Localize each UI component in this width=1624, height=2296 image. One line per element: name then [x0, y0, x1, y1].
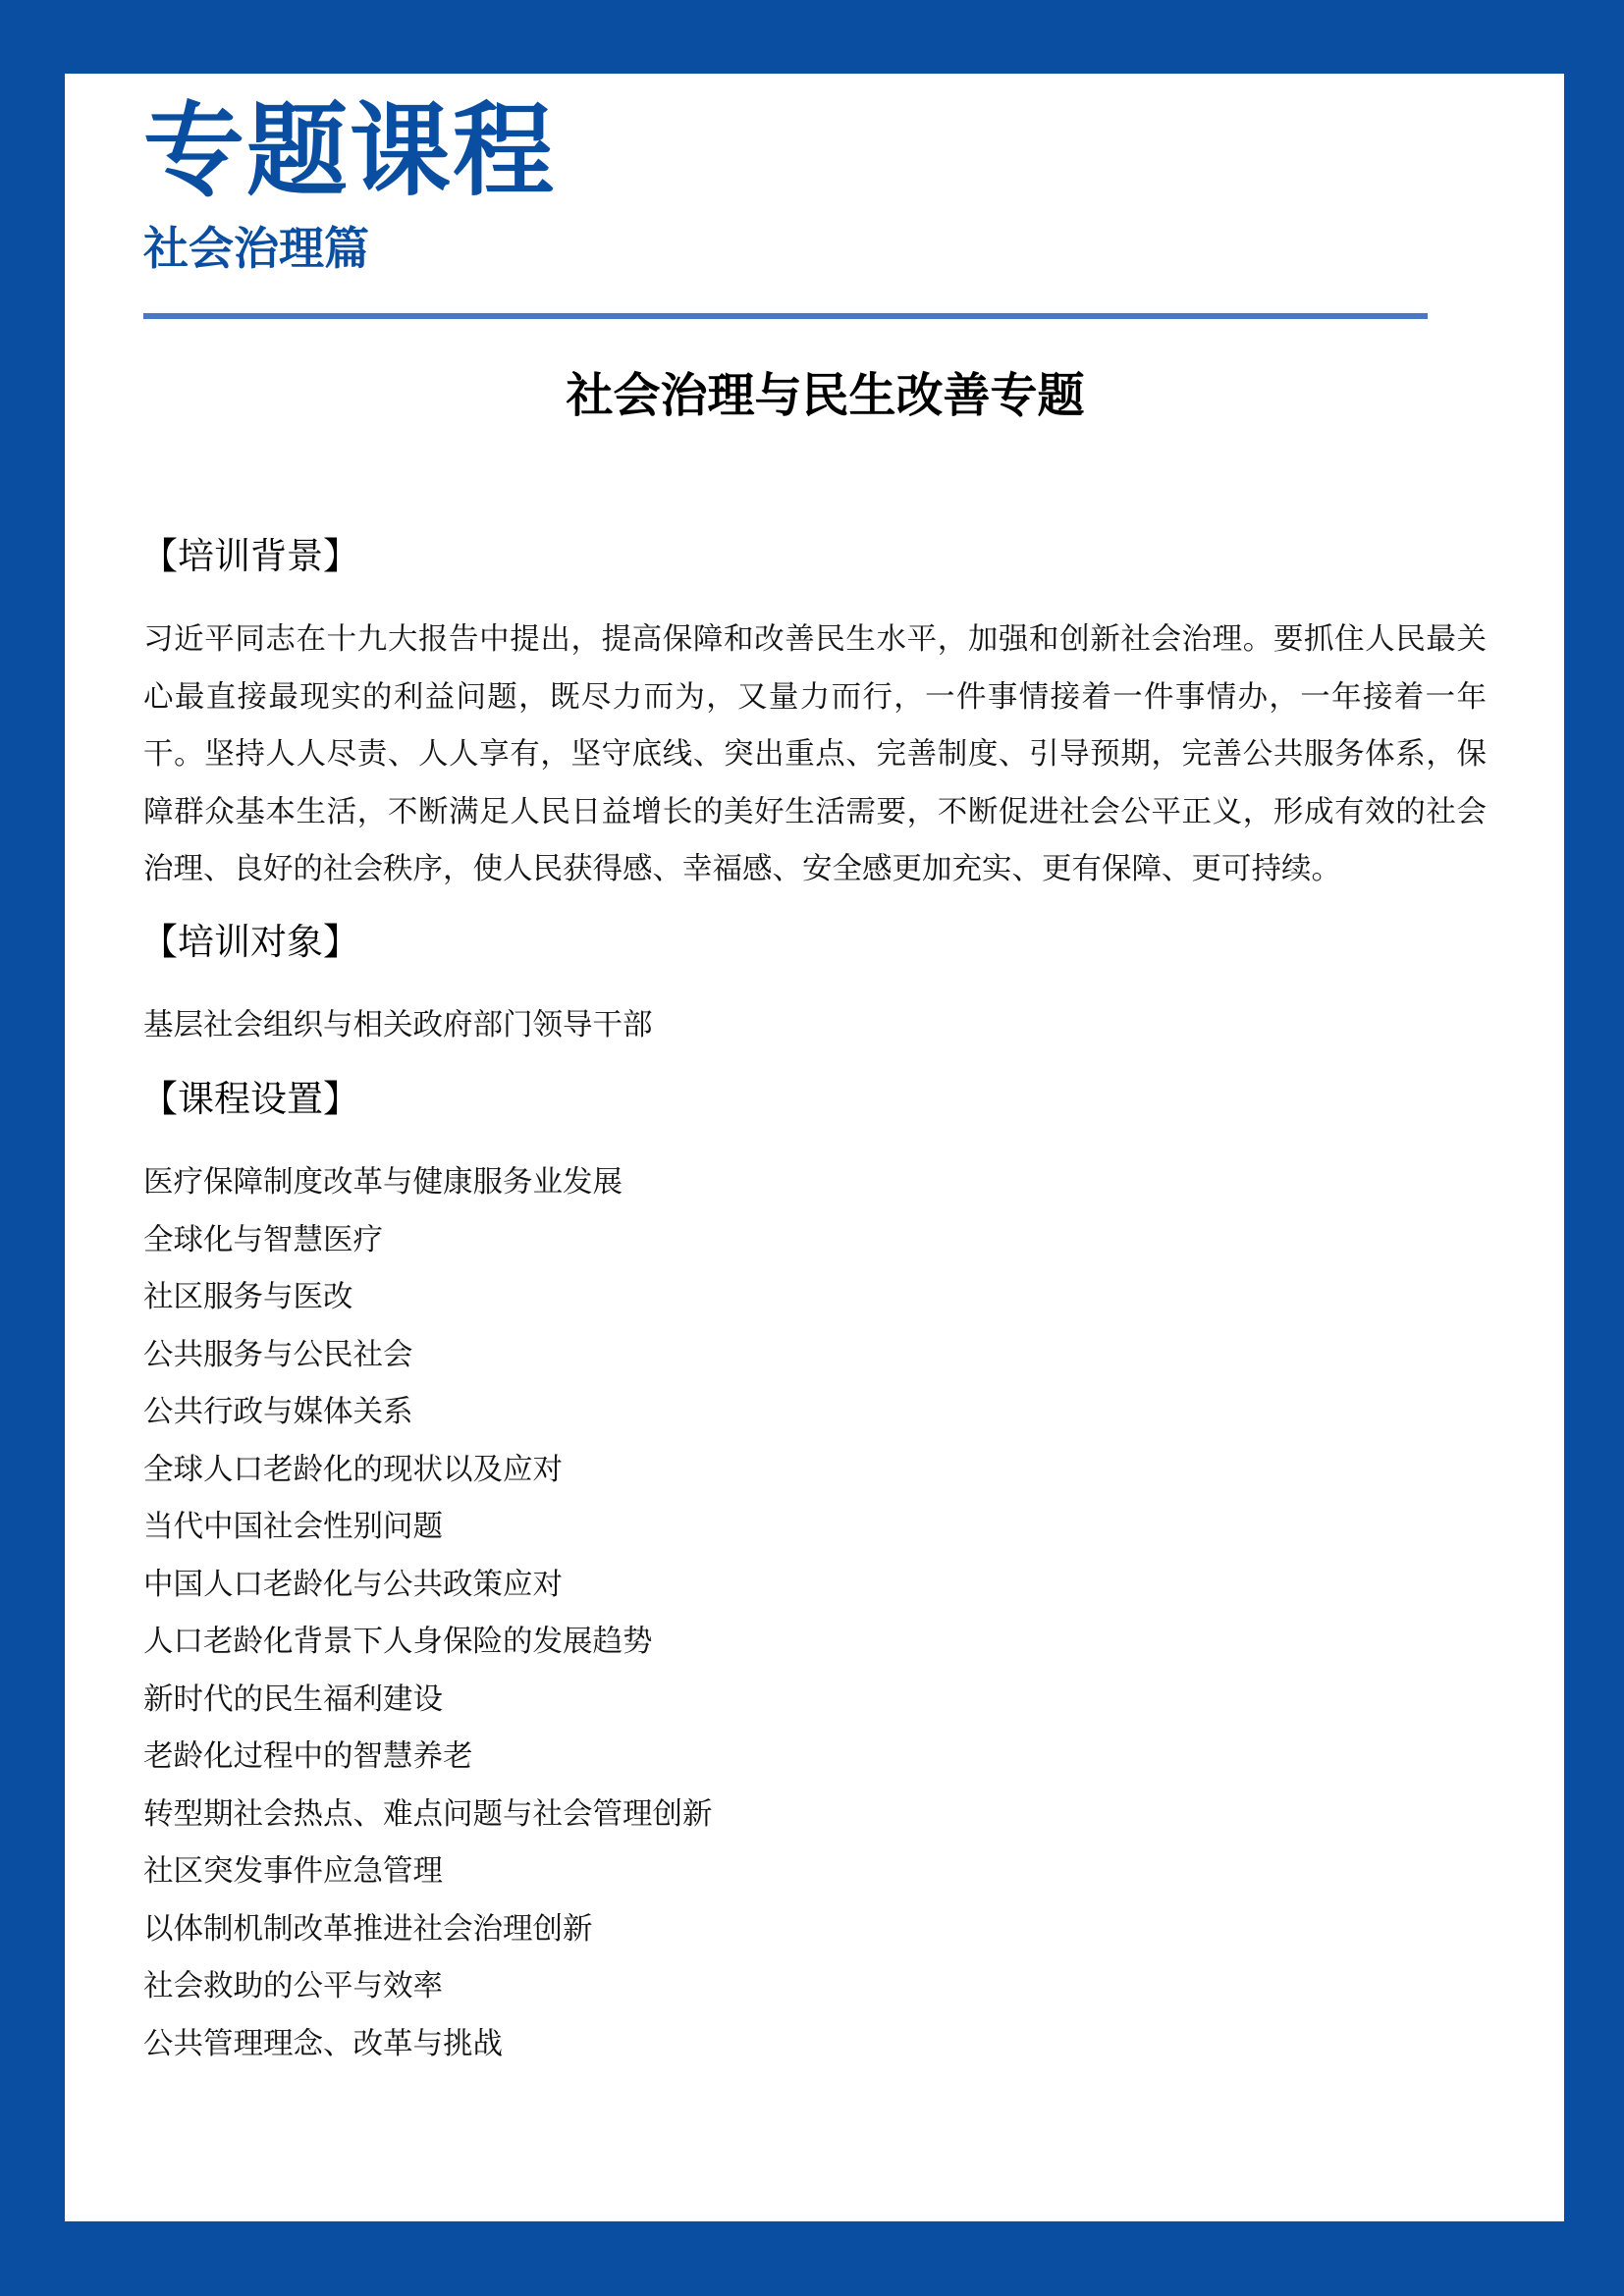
section-heading-courses: 【课程设置】	[141, 1078, 359, 1120]
course-item: 以体制机制改革推进社会治理创新	[143, 1911, 593, 1947]
course-item: 全球人口老龄化的现状以及应对	[143, 1452, 563, 1487]
course-item: 公共服务与公民社会	[143, 1337, 413, 1372]
course-item: 社区突发事件应急管理	[143, 1854, 443, 1889]
course-item: 转型期社会热点、难点问题与社会管理创新	[143, 1796, 713, 1832]
background-paragraph: 习近平同志在十九大报告中提出，提高保障和改善民生水平，加强和创新社会治理。要抓住人民最关心最直接最现实的利益问题，既尽力而为，又量力而行，一件事情接着一件事情办，一年接着一年干。坚持人人尽责、人人享有，坚守底线、突出重点、完善制度、引导预期，完善公共服务体系，保障群众基本生活，不断满足人民日益增长的美好生活需要，不断促进社会公平正义，形成有效的社会治理、良好的社会秩序，使人民获得感、幸福感、安全感更加充实、更有保障、更可持续。	[143, 622, 1487, 886]
page-subtitle: 社会治理篇	[143, 222, 369, 275]
course-item: 医疗保障制度改革与健康服务业发展	[143, 1165, 623, 1200]
section-heading-background: 【培训背景】	[141, 535, 359, 577]
document-title: 社会治理与民生改善专题	[566, 368, 1085, 423]
course-list	[143, 1154, 713, 2073]
page-title: 专题课程	[143, 92, 556, 210]
audience-text: 基层社会组织与相关政府部门领导干部	[143, 1008, 653, 1042]
course-item: 新时代的民生福利建设	[143, 1682, 443, 1717]
section-heading-audience: 【培训对象】	[141, 921, 359, 963]
course-item: 公共行政与媒体关系	[143, 1395, 413, 1429]
course-item: 公共管理理念、改革与挑战	[143, 2026, 503, 2061]
course-item: 社区服务与医改	[143, 1280, 353, 1314]
course-item: 人口老龄化背景下人身保险的发展趋势	[143, 1625, 653, 1659]
course-item: 全球化与智慧医疗	[143, 1222, 383, 1257]
header-divider	[143, 313, 1428, 319]
course-item: 老龄化过程中的智慧养老	[143, 1739, 473, 1774]
page-frame	[65, 74, 1564, 2221]
course-item: 社会救助的公平与效率	[143, 1969, 443, 2003]
course-item: 当代中国社会性别问题	[143, 1510, 443, 1544]
course-item: 中国人口老龄化与公共政策应对	[143, 1567, 563, 1602]
